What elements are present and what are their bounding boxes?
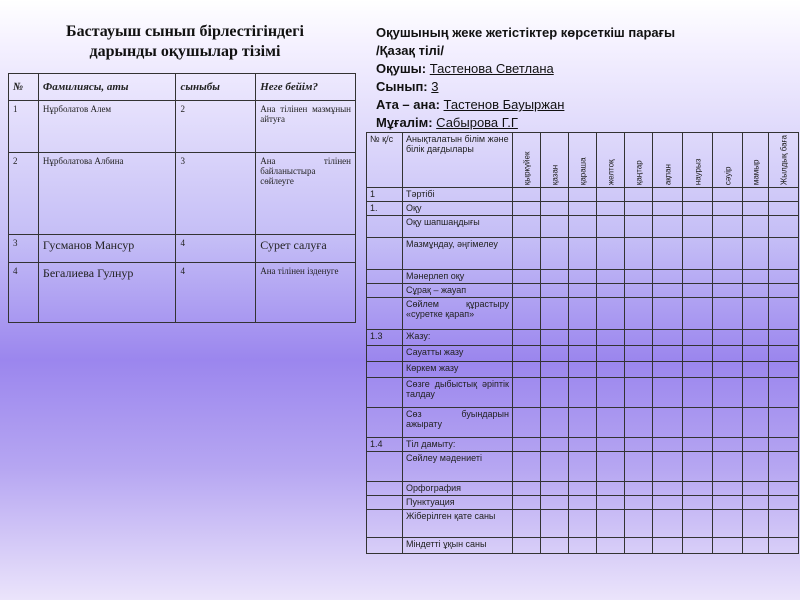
col-skill-header: Анықталатын білім және білік дағдылары — [403, 133, 513, 188]
table-row — [367, 298, 799, 330]
table-row — [367, 346, 799, 362]
grade-cell — [513, 330, 541, 346]
grade-cell — [713, 298, 743, 330]
grade-cell — [653, 202, 683, 216]
grade-cell — [513, 202, 541, 216]
grade-cell — [569, 346, 597, 362]
grade-cell — [625, 284, 653, 298]
row-num — [367, 362, 403, 378]
grade-cell — [653, 452, 683, 482]
grade-cell — [743, 362, 769, 378]
left-title-line1: Бастауыш сынып бірлестігіндегі — [66, 23, 304, 40]
grade-cell — [569, 482, 597, 496]
row-skill: Тәртібі — [403, 188, 513, 202]
grade-cell — [597, 216, 625, 238]
grade-cell — [683, 298, 713, 330]
row-skill: Сөзге дыбыстық әріптік талдау — [403, 378, 513, 408]
grade-cell — [653, 298, 683, 330]
row-skill: Жіберілген қате саны — [403, 510, 513, 538]
grade-cell — [541, 452, 569, 482]
grade-cell — [513, 362, 541, 378]
grade-cell — [569, 330, 597, 346]
grade-cell — [513, 270, 541, 284]
grade-cell — [625, 202, 653, 216]
row-num — [367, 482, 403, 496]
grade-cell — [683, 482, 713, 496]
heading-line2: /Қазақ тілі/ — [376, 43, 445, 58]
grade-cell — [683, 270, 713, 284]
grade-cell — [541, 270, 569, 284]
row-num — [367, 238, 403, 270]
grade-cell — [597, 438, 625, 452]
table-row — [367, 202, 799, 216]
row-name: Гусманов Мансур — [38, 235, 176, 263]
class-line — [376, 78, 796, 96]
grade-cell — [513, 216, 541, 238]
row-grade: 3 — [176, 153, 256, 235]
month-header: мамыр — [743, 133, 769, 188]
month-header: қараша — [569, 133, 597, 188]
row-skill: Тіл дамыту: — [403, 438, 513, 452]
month-header: қазан — [541, 133, 569, 188]
month-header: сәуір — [713, 133, 743, 188]
grade-cell — [743, 346, 769, 362]
row-num — [367, 216, 403, 238]
row-num — [367, 284, 403, 298]
grade-cell — [625, 238, 653, 270]
grade-cell — [653, 216, 683, 238]
table-row — [367, 408, 799, 438]
grade-cell — [597, 496, 625, 510]
grade-cell — [625, 378, 653, 408]
grade-cell — [653, 362, 683, 378]
grade-cell — [569, 408, 597, 438]
grade-cell — [683, 202, 713, 216]
grade-cell — [743, 378, 769, 408]
row-num: 3 — [9, 235, 39, 263]
table-row — [9, 101, 356, 153]
grade-cell — [513, 452, 541, 482]
row-name: Нұрболатова Албина — [38, 153, 176, 235]
achievement-body — [367, 188, 799, 554]
grade-cell — [683, 216, 713, 238]
grade-cell — [625, 188, 653, 202]
table-row — [367, 216, 799, 238]
grade-cell — [683, 362, 713, 378]
grade-cell — [653, 510, 683, 538]
grade-cell — [569, 538, 597, 554]
grade-cell — [743, 408, 769, 438]
row-grade: 2 — [176, 101, 256, 153]
grade-cell — [625, 482, 653, 496]
grade-cell — [597, 298, 625, 330]
left-title — [20, 22, 350, 62]
grade-cell — [541, 408, 569, 438]
grade-cell — [769, 482, 799, 496]
grade-cell — [769, 378, 799, 408]
grade-cell — [541, 202, 569, 216]
grade-cell — [653, 330, 683, 346]
grade-cell — [569, 510, 597, 538]
grade-cell — [513, 482, 541, 496]
grade-cell — [625, 496, 653, 510]
grade-cell — [653, 482, 683, 496]
month-header: қыркүйек — [513, 133, 541, 188]
month-header: ақпан — [653, 133, 683, 188]
grade-cell — [625, 538, 653, 554]
row-aptitude: Ана тілінен байланыстыра сөйлеуге — [256, 153, 356, 235]
grade-cell — [597, 452, 625, 482]
grade-cell — [769, 202, 799, 216]
table-row — [9, 263, 356, 323]
grade-cell — [713, 284, 743, 298]
grade-cell — [683, 438, 713, 452]
table-row — [367, 362, 799, 378]
grade-cell — [713, 510, 743, 538]
month-header: қаңтар — [625, 133, 653, 188]
grade-cell — [769, 362, 799, 378]
grade-cell — [713, 346, 743, 362]
grade-cell — [541, 482, 569, 496]
grade-cell — [541, 378, 569, 408]
grade-cell — [597, 378, 625, 408]
parent-value: Тастенов Бауыржан — [443, 97, 565, 112]
row-aptitude: Сурет салуға — [256, 235, 356, 263]
grade-cell — [597, 330, 625, 346]
row-num — [367, 378, 403, 408]
header-grade: сыныбы — [176, 74, 256, 101]
grade-cell — [597, 202, 625, 216]
row-num — [367, 496, 403, 510]
row-skill: Мазмұндау, әңгімелеу — [403, 238, 513, 270]
grade-cell — [653, 238, 683, 270]
row-num: 1.4 — [367, 438, 403, 452]
table-row — [367, 510, 799, 538]
grade-cell — [653, 270, 683, 284]
table-row — [367, 188, 799, 202]
grade-cell — [769, 452, 799, 482]
grade-cell — [597, 238, 625, 270]
grade-cell — [743, 298, 769, 330]
grade-cell — [625, 510, 653, 538]
teacher-value: Сабырова Г.Г — [436, 115, 518, 130]
grade-cell — [683, 538, 713, 554]
grade-cell — [769, 270, 799, 284]
record-sheet-heading — [376, 24, 796, 132]
grade-cell — [653, 538, 683, 554]
grade-cell — [713, 482, 743, 496]
grade-cell — [683, 496, 713, 510]
grade-cell — [513, 496, 541, 510]
grade-cell — [743, 482, 769, 496]
grade-cell — [653, 378, 683, 408]
grade-cell — [683, 284, 713, 298]
row-num — [367, 538, 403, 554]
grade-cell — [541, 438, 569, 452]
row-grade: 4 — [176, 235, 256, 263]
grade-cell — [541, 330, 569, 346]
header-num: № — [9, 74, 39, 101]
row-skill: Сөйлем құрастыру «суретке қарап» — [403, 298, 513, 330]
grade-cell — [625, 438, 653, 452]
row-skill: Оқу — [403, 202, 513, 216]
table-row — [367, 270, 799, 284]
grade-cell — [713, 202, 743, 216]
row-num: 1 — [367, 188, 403, 202]
class-label: Сынып: — [376, 79, 428, 94]
grade-cell — [597, 270, 625, 284]
grade-cell — [513, 346, 541, 362]
grade-cell — [513, 238, 541, 270]
student-value: Тастенова Светлана — [429, 61, 554, 76]
grade-cell — [625, 346, 653, 362]
grade-cell — [597, 482, 625, 496]
grade-cell — [541, 538, 569, 554]
grade-cell — [513, 284, 541, 298]
grade-cell — [625, 362, 653, 378]
teacher-label: Мұғалім: — [376, 115, 433, 130]
left-title-line2: дарынды оқушылар тізімі — [89, 43, 281, 60]
grade-cell — [713, 188, 743, 202]
row-grade: 4 — [176, 263, 256, 323]
grade-cell — [625, 216, 653, 238]
table-row — [367, 496, 799, 510]
grade-cell — [541, 216, 569, 238]
table-row — [367, 284, 799, 298]
grade-cell — [769, 330, 799, 346]
grade-cell — [625, 330, 653, 346]
grade-cell — [597, 408, 625, 438]
grade-cell — [743, 188, 769, 202]
grade-cell — [597, 510, 625, 538]
heading-line1: Оқушының жеке жетістіктер көрсеткіш парағы — [376, 25, 676, 40]
row-num — [367, 346, 403, 362]
achievement-header-row — [367, 133, 799, 188]
grade-cell — [713, 330, 743, 346]
row-num: 1 — [9, 101, 39, 153]
grade-cell — [541, 188, 569, 202]
grade-cell — [653, 496, 683, 510]
grade-cell — [625, 452, 653, 482]
grade-cell — [743, 438, 769, 452]
grade-cell — [541, 346, 569, 362]
table-row — [367, 330, 799, 346]
grade-cell — [569, 452, 597, 482]
header-name: Фамилиясы, аты — [38, 74, 176, 101]
grade-cell — [513, 510, 541, 538]
grade-cell — [513, 408, 541, 438]
grade-cell — [683, 378, 713, 408]
teacher-line — [376, 114, 796, 132]
table-row — [367, 538, 799, 554]
grade-cell — [713, 216, 743, 238]
grade-cell — [569, 270, 597, 284]
grade-cell — [743, 202, 769, 216]
row-skill: Орфография — [403, 482, 513, 496]
grade-cell — [743, 452, 769, 482]
grade-cell — [625, 298, 653, 330]
row-skill: Көркем жазу — [403, 362, 513, 378]
row-num — [367, 270, 403, 284]
row-skill: Міндетті ұқын саны — [403, 538, 513, 554]
grade-cell — [569, 188, 597, 202]
grade-cell — [569, 298, 597, 330]
grade-cell — [597, 188, 625, 202]
grade-cell — [769, 438, 799, 452]
table-row — [367, 378, 799, 408]
grade-cell — [713, 238, 743, 270]
row-num: 4 — [9, 263, 39, 323]
grade-cell — [513, 188, 541, 202]
grade-cell — [683, 188, 713, 202]
row-skill: Мәнерлеп оқу — [403, 270, 513, 284]
table-row — [367, 452, 799, 482]
class-value: 3 — [431, 79, 439, 94]
grade-cell — [769, 496, 799, 510]
grade-cell — [625, 270, 653, 284]
table-row — [367, 482, 799, 496]
month-header: желтоқ — [597, 133, 625, 188]
student-line — [376, 60, 796, 78]
student-label: Оқушы: — [376, 61, 427, 76]
grade-cell — [743, 238, 769, 270]
parent-label: Ата – ана: — [376, 97, 440, 112]
grade-cell — [541, 510, 569, 538]
grade-cell — [569, 202, 597, 216]
grade-cell — [569, 378, 597, 408]
grade-cell — [569, 216, 597, 238]
row-skill: Сауатты жазу — [403, 346, 513, 362]
grade-cell — [769, 510, 799, 538]
parent-line — [376, 96, 796, 114]
row-name: Нұрболатов Алем — [38, 101, 176, 153]
grade-cell — [713, 538, 743, 554]
row-num: 1.3 — [367, 330, 403, 346]
row-skill: Оқу шапшаңдығы — [403, 216, 513, 238]
col-num-header: № қ/с — [367, 133, 403, 188]
grade-cell — [713, 408, 743, 438]
grade-cell — [683, 510, 713, 538]
grade-cell — [769, 408, 799, 438]
grade-cell — [541, 362, 569, 378]
row-num — [367, 510, 403, 538]
table-row — [9, 235, 356, 263]
row-skill: Жазу: — [403, 330, 513, 346]
grade-cell — [683, 452, 713, 482]
grade-cell — [683, 330, 713, 346]
grade-cell — [513, 538, 541, 554]
grade-cell — [653, 438, 683, 452]
grade-cell — [769, 188, 799, 202]
grade-cell — [713, 362, 743, 378]
grade-cell — [743, 496, 769, 510]
grade-cell — [769, 538, 799, 554]
grade-cell — [597, 362, 625, 378]
grade-cell — [713, 378, 743, 408]
grade-cell — [541, 496, 569, 510]
row-num — [367, 408, 403, 438]
grade-cell — [743, 216, 769, 238]
row-skill: Сөз буындарын ажырату — [403, 408, 513, 438]
grade-cell — [743, 510, 769, 538]
grade-cell — [743, 538, 769, 554]
grade-cell — [513, 298, 541, 330]
grade-cell — [625, 408, 653, 438]
grade-cell — [541, 298, 569, 330]
grade-cell — [541, 238, 569, 270]
grade-cell — [653, 284, 683, 298]
grade-cell — [569, 438, 597, 452]
grade-cell — [653, 408, 683, 438]
grade-cell — [713, 452, 743, 482]
grade-cell — [713, 270, 743, 284]
grade-cell — [743, 284, 769, 298]
table-row — [367, 438, 799, 452]
grade-cell — [683, 408, 713, 438]
grade-cell — [743, 330, 769, 346]
gifted-students-table — [8, 73, 356, 323]
grade-cell — [541, 284, 569, 298]
row-skill: Сөйлеу мәдениеті — [403, 452, 513, 482]
row-num — [367, 452, 403, 482]
grade-cell — [569, 496, 597, 510]
table-row — [9, 153, 356, 235]
row-skill: Пунктуация — [403, 496, 513, 510]
header-aptitude: Неге бейім? — [256, 74, 356, 101]
grade-cell — [743, 270, 769, 284]
grade-cell — [597, 346, 625, 362]
month-header: наурыз — [683, 133, 713, 188]
annual-grade-header: Жылдық баға — [769, 133, 799, 188]
grade-cell — [653, 188, 683, 202]
grade-cell — [683, 346, 713, 362]
grade-cell — [769, 284, 799, 298]
table-row — [367, 238, 799, 270]
table-header-row — [9, 74, 356, 101]
grade-cell — [713, 438, 743, 452]
row-num — [367, 298, 403, 330]
grade-cell — [683, 238, 713, 270]
row-skill: Сұрақ – жауап — [403, 284, 513, 298]
grade-cell — [569, 284, 597, 298]
row-aptitude: Ана тілінен ізденуге — [256, 263, 356, 323]
row-num: 1. — [367, 202, 403, 216]
grade-cell — [769, 238, 799, 270]
row-name: Бегалиева Гулнур — [38, 263, 176, 323]
grade-cell — [769, 346, 799, 362]
grade-cell — [569, 362, 597, 378]
grade-cell — [513, 438, 541, 452]
grade-cell — [597, 538, 625, 554]
grade-cell — [653, 346, 683, 362]
achievement-table — [366, 132, 799, 554]
grade-cell — [597, 284, 625, 298]
grade-cell — [769, 298, 799, 330]
row-num: 2 — [9, 153, 39, 235]
grade-cell — [513, 378, 541, 408]
row-aptitude: Ана тілінен мазмұнын айтуға — [256, 101, 356, 153]
grade-cell — [569, 238, 597, 270]
grade-cell — [713, 496, 743, 510]
grade-cell — [769, 216, 799, 238]
